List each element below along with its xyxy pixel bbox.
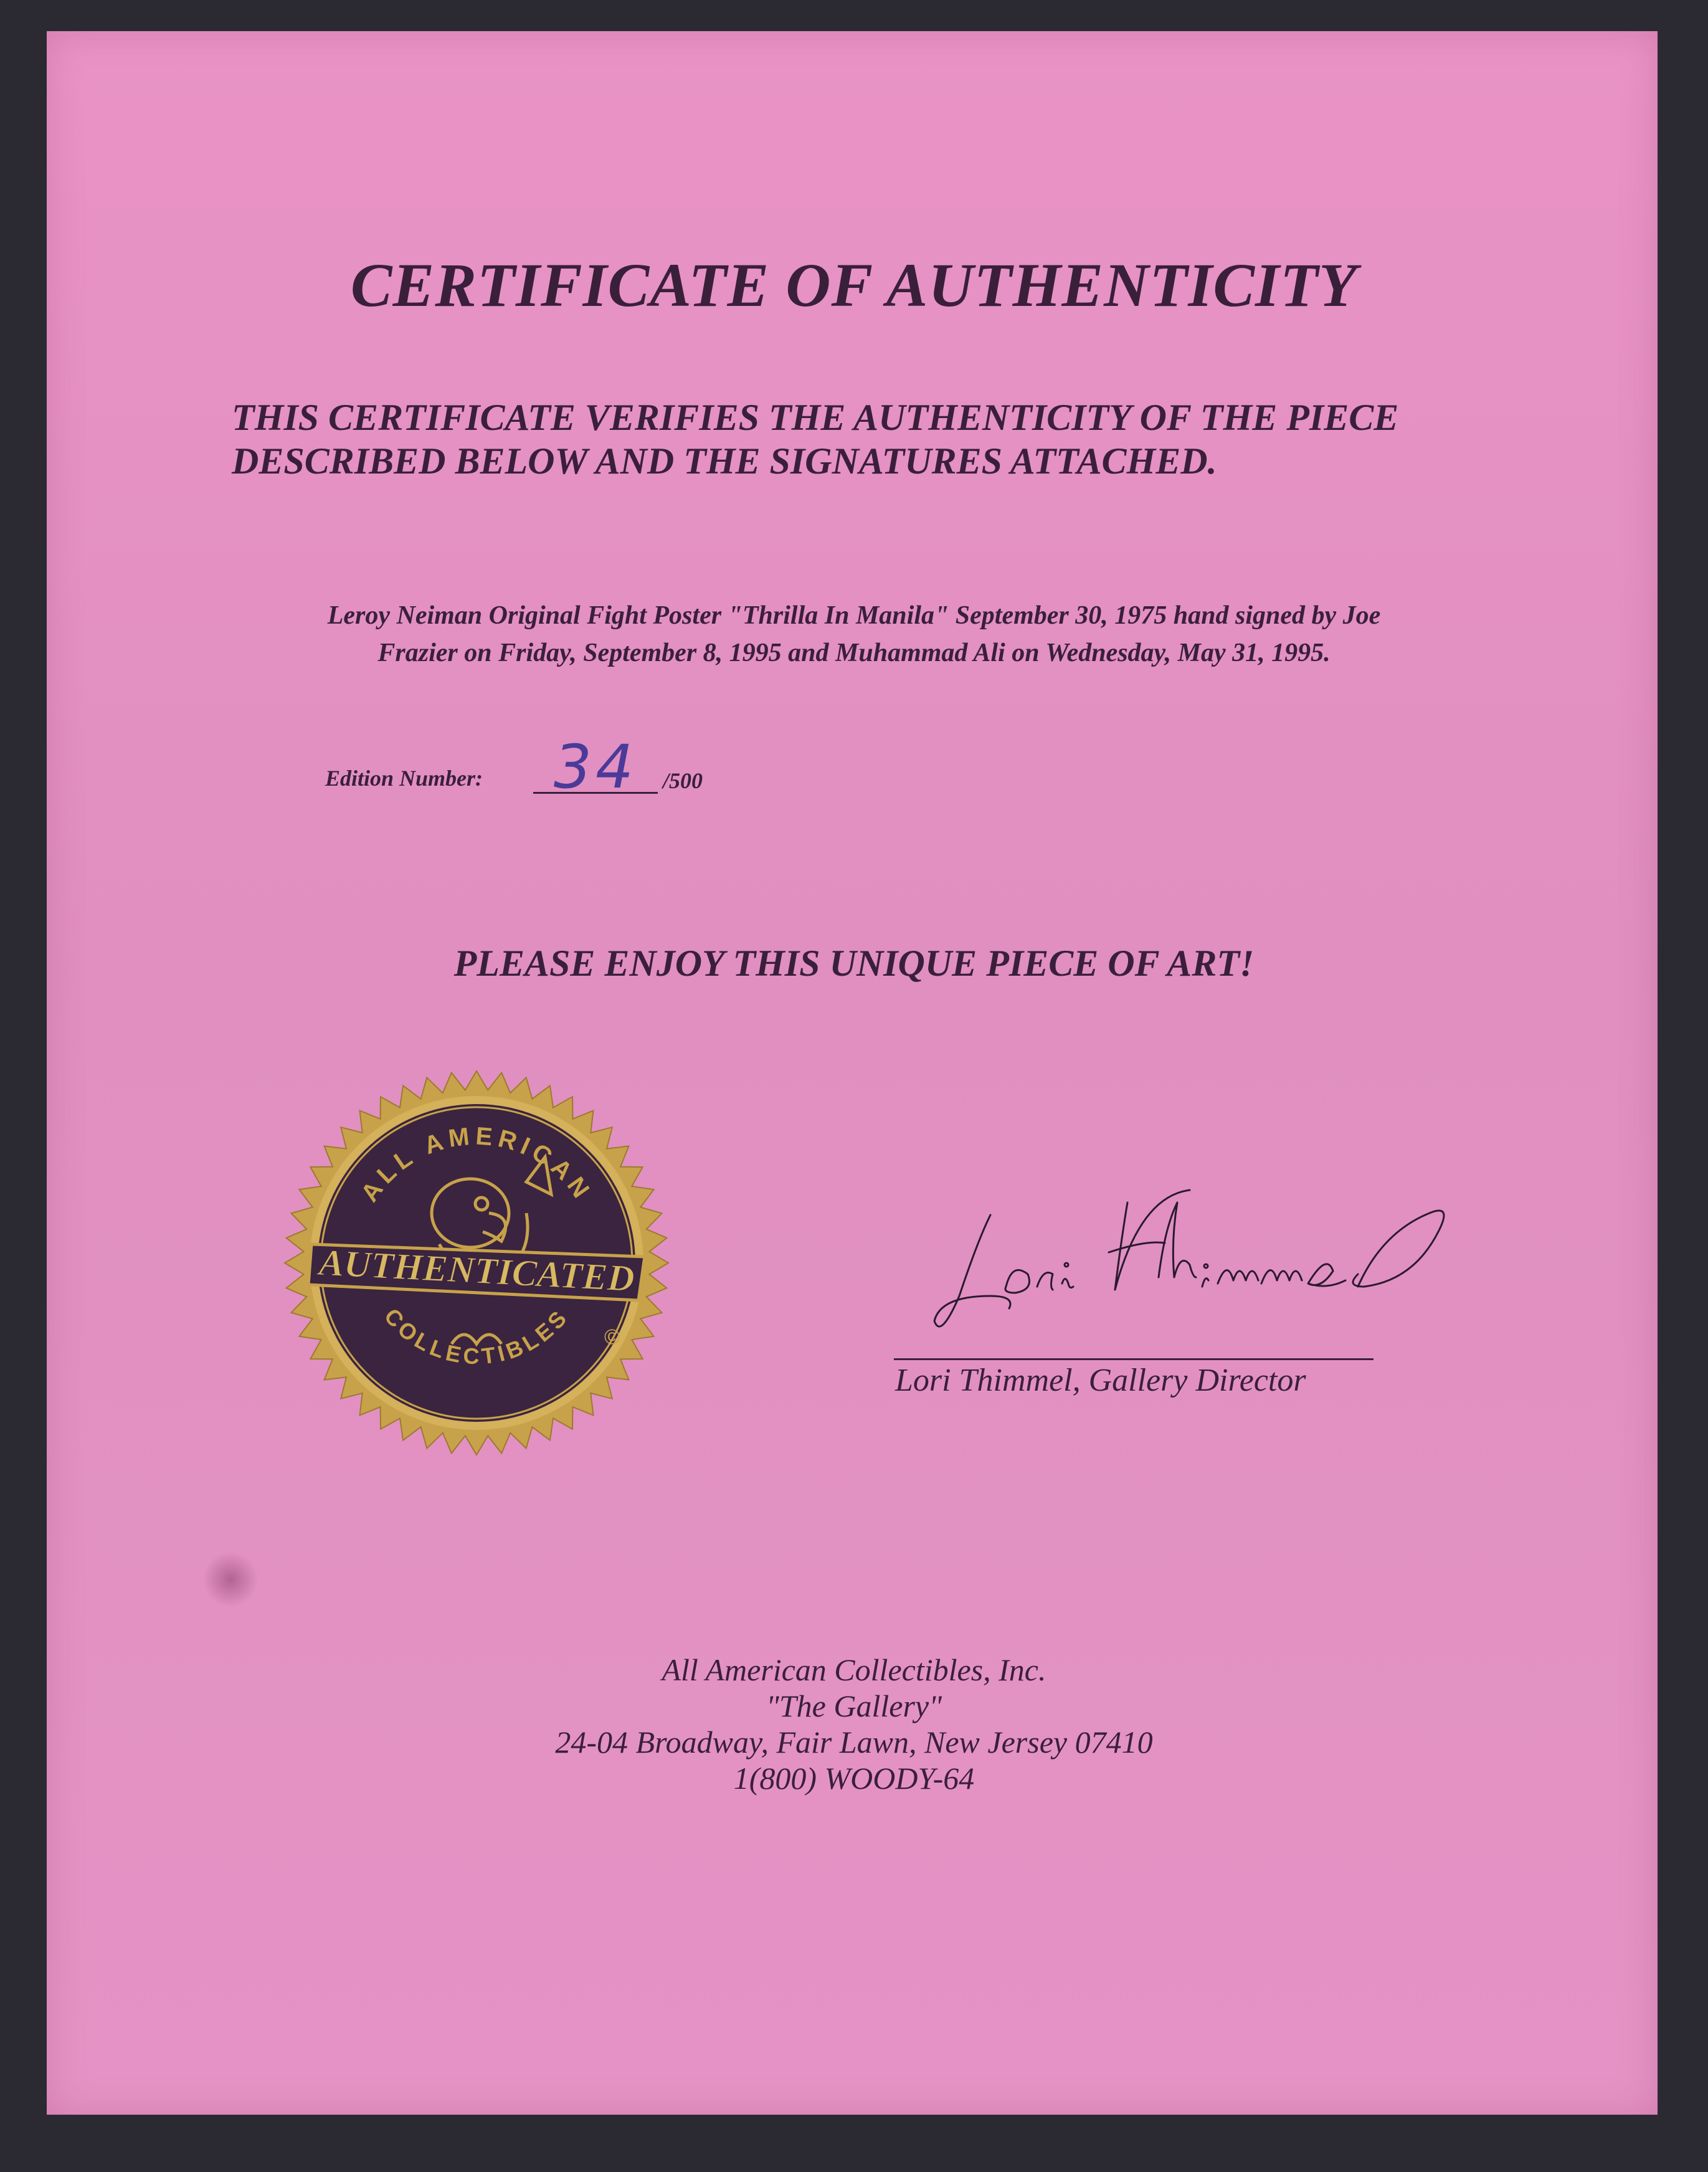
piece-description — [0, 597, 1708, 672]
description-line-1: Leroy Neiman Original Fight Poster "Thrilla In Manila" September 30, 1975 hand signed by Joe — [327, 601, 1381, 630]
intro-line-2: DESCRIBED BELOW AND THE SIGNATURES ATTACHED. — [232, 441, 1217, 482]
company-address: 24-04 Broadway, Fair Lawn, New Jersey 07410 — [555, 1725, 1153, 1760]
copyright-icon: © — [604, 1325, 620, 1349]
certificate-title: CERTIFICATE OF AUTHENTICITY — [350, 250, 1358, 320]
intro-line-1: THIS CERTIFICATE VERIFIES THE AUTHENTICITY OF THE PIECE — [232, 397, 1399, 438]
closing-message: PLEASE ENJOY THIS UNIQUE PIECE OF ART! — [453, 943, 1255, 984]
description-line-2: Frazier on Friday, September 8, 1995 and Muhammad Ali on Wednesday, May 31, 1995. — [377, 639, 1331, 667]
signature-line — [894, 1358, 1374, 1360]
paper-smudge — [202, 1551, 259, 1608]
signature-strokes — [934, 1190, 1444, 1327]
edition-number-handwritten: 34 — [553, 732, 638, 802]
company-info — [0, 1652, 1708, 1796]
seal-top-text: ALL AMERICAN — [356, 1122, 597, 1207]
company-phone: 1(800) WOODY-64 — [733, 1761, 975, 1796]
handwritten-signature — [922, 1178, 1458, 1340]
seal-banner-text: AUTHENTICATED — [318, 1241, 636, 1300]
edition-total: /500 — [663, 768, 703, 793]
edition-label: Edition Number: — [325, 766, 483, 791]
company-name: All American Collectibles, Inc. — [662, 1652, 1046, 1687]
certificate-intro — [232, 396, 1540, 483]
authenticated-seal — [283, 1070, 670, 1456]
seal-bottom-text: COLLECTIBLES — [379, 1303, 574, 1369]
gallery-name: "The Gallery" — [766, 1689, 942, 1723]
signatory-name-title: Lori Thimmel, Gallery Director — [895, 1363, 1306, 1398]
